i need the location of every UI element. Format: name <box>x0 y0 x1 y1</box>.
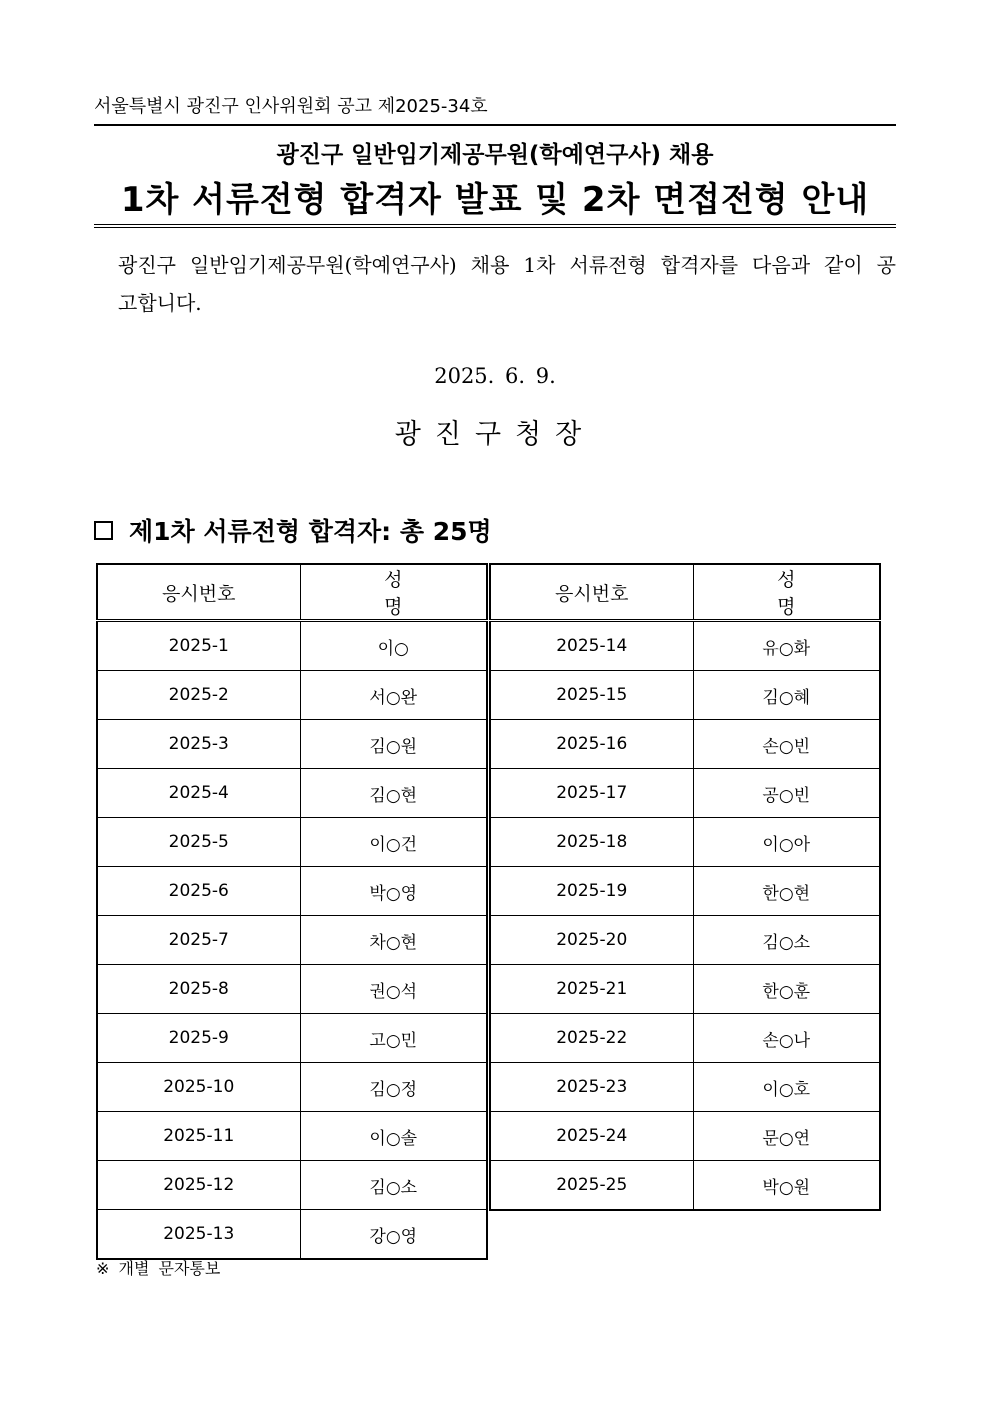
table-row <box>490 1161 880 1211</box>
table-row <box>490 867 880 916</box>
applicant-name-cell: 유○화 <box>693 621 880 671</box>
table-row <box>97 1014 487 1063</box>
applicant-name-cell: 김○소 <box>300 1161 487 1210</box>
table-row <box>97 769 487 818</box>
applicant-name-cell: 이○ <box>300 621 487 671</box>
applicant-name-cell: 고○민 <box>300 1014 487 1063</box>
table-row <box>97 1112 487 1161</box>
applicant-name-cell: 손○나 <box>693 1014 880 1063</box>
applicant-name-cell: 서○완 <box>300 671 487 720</box>
exam-number-cell: 2025-17 <box>490 769 693 818</box>
table-row <box>490 965 880 1014</box>
table-header-row <box>97 564 487 621</box>
table-row <box>97 720 487 769</box>
applicant-name-cell: 김○소 <box>693 916 880 965</box>
exam-number-cell: 2025-21 <box>490 965 693 1014</box>
exam-number-cell: 2025-6 <box>97 867 300 916</box>
applicant-name-cell: 이○호 <box>693 1063 880 1112</box>
section-heading-text: 제1차 서류전형 합격자: 총 25명 <box>129 517 492 546</box>
exam-number-cell: 2025-7 <box>97 916 300 965</box>
announcement-date: 2025. 6. 9. <box>434 364 556 388</box>
exam-number-cell: 2025-15 <box>490 671 693 720</box>
exam-number-cell: 2025-3 <box>97 720 300 769</box>
exam-number-cell: 2025-5 <box>97 818 300 867</box>
table-row <box>490 1014 880 1063</box>
exam-number-cell: 2025-11 <box>97 1112 300 1161</box>
table-row <box>490 916 880 965</box>
table-row <box>97 1210 487 1260</box>
exam-number-cell: 2025-22 <box>490 1014 693 1063</box>
table-row <box>97 965 487 1014</box>
applicant-name-cell: 박○원 <box>693 1161 880 1211</box>
footnote: ※ 개별 문자통보 <box>96 1259 221 1278</box>
table-row <box>97 818 487 867</box>
table-row <box>490 720 880 769</box>
exam-number-cell: 2025-23 <box>490 1063 693 1112</box>
exam-number-cell: 2025-19 <box>490 867 693 916</box>
table-row <box>490 1063 880 1112</box>
applicant-name-cell: 김○정 <box>300 1063 487 1112</box>
applicant-name-cell: 손○빈 <box>693 720 880 769</box>
applicant-name-cell: 김○현 <box>300 769 487 818</box>
exam-number-cell: 2025-2 <box>97 671 300 720</box>
table-row <box>97 621 487 671</box>
header-exam-number: 응시번호 <box>97 564 300 621</box>
exam-number-cell: 2025-1 <box>97 621 300 671</box>
table-row <box>97 1161 487 1210</box>
applicant-name-cell: 이○솔 <box>300 1112 487 1161</box>
exam-number-cell: 2025-14 <box>490 621 693 671</box>
applicant-name-cell: 한○현 <box>693 867 880 916</box>
exam-number-cell: 2025-20 <box>490 916 693 965</box>
issuer-name: 광진구청장 <box>394 419 596 450</box>
exam-number-cell: 2025-9 <box>97 1014 300 1063</box>
table-row <box>490 1112 880 1161</box>
table-row <box>490 769 880 818</box>
announcement-body: 광진구 일반임기제공무원(학예연구사) 채용 1차 서류전형 합격자를 다음과 같이 공고합니다. <box>118 253 896 315</box>
table-row <box>97 671 487 720</box>
applicant-name-cell: 김○혜 <box>693 671 880 720</box>
notice-number: 서울특별시 광진구 인사위원회 공고 제2025-34호 <box>94 96 488 117</box>
exam-number-cell: 2025-10 <box>97 1063 300 1112</box>
exam-number-cell: 2025-12 <box>97 1161 300 1210</box>
applicant-name-cell: 박○영 <box>300 867 487 916</box>
applicant-name-cell: 이○건 <box>300 818 487 867</box>
table-row <box>97 867 487 916</box>
header-name: 성 명 <box>300 564 487 621</box>
exam-number-cell: 2025-4 <box>97 769 300 818</box>
table-header-row <box>490 564 880 621</box>
document-subtitle: 광진구 일반임기제공무원(학예연구사) 채용 <box>276 142 714 168</box>
exam-number-cell: 2025-13 <box>97 1210 300 1260</box>
exam-number-cell: 2025-25 <box>490 1161 693 1211</box>
applicant-name-cell: 한○훈 <box>693 965 880 1014</box>
table-row <box>490 818 880 867</box>
applicant-name-cell: 김○원 <box>300 720 487 769</box>
section-heading <box>94 512 492 548</box>
applicants-table-right <box>489 563 881 1211</box>
applicant-name-cell: 권○석 <box>300 965 487 1014</box>
title-double-rule <box>94 224 896 228</box>
header-name: 성 명 <box>693 564 880 621</box>
applicant-name-cell: 이○아 <box>693 818 880 867</box>
applicant-name-cell: 문○연 <box>693 1112 880 1161</box>
header-exam-number: 응시번호 <box>490 564 693 621</box>
exam-number-cell: 2025-8 <box>97 965 300 1014</box>
exam-number-cell: 2025-16 <box>490 720 693 769</box>
applicant-name-cell: 강○영 <box>300 1210 487 1260</box>
exam-number-cell: 2025-18 <box>490 818 693 867</box>
exam-number-cell: 2025-24 <box>490 1112 693 1161</box>
top-rule <box>94 124 896 126</box>
table-row <box>490 621 880 671</box>
table-row <box>97 916 487 965</box>
applicant-name-cell: 공○빈 <box>693 769 880 818</box>
table-row <box>97 1063 487 1112</box>
document-title: 1차 서류전형 합격자 발표 및 2차 면접전형 안내 <box>120 180 870 220</box>
square-bullet-icon <box>94 521 113 540</box>
applicant-name-cell: 차○현 <box>300 916 487 965</box>
table-row <box>490 671 880 720</box>
applicants-table-left <box>96 563 488 1260</box>
